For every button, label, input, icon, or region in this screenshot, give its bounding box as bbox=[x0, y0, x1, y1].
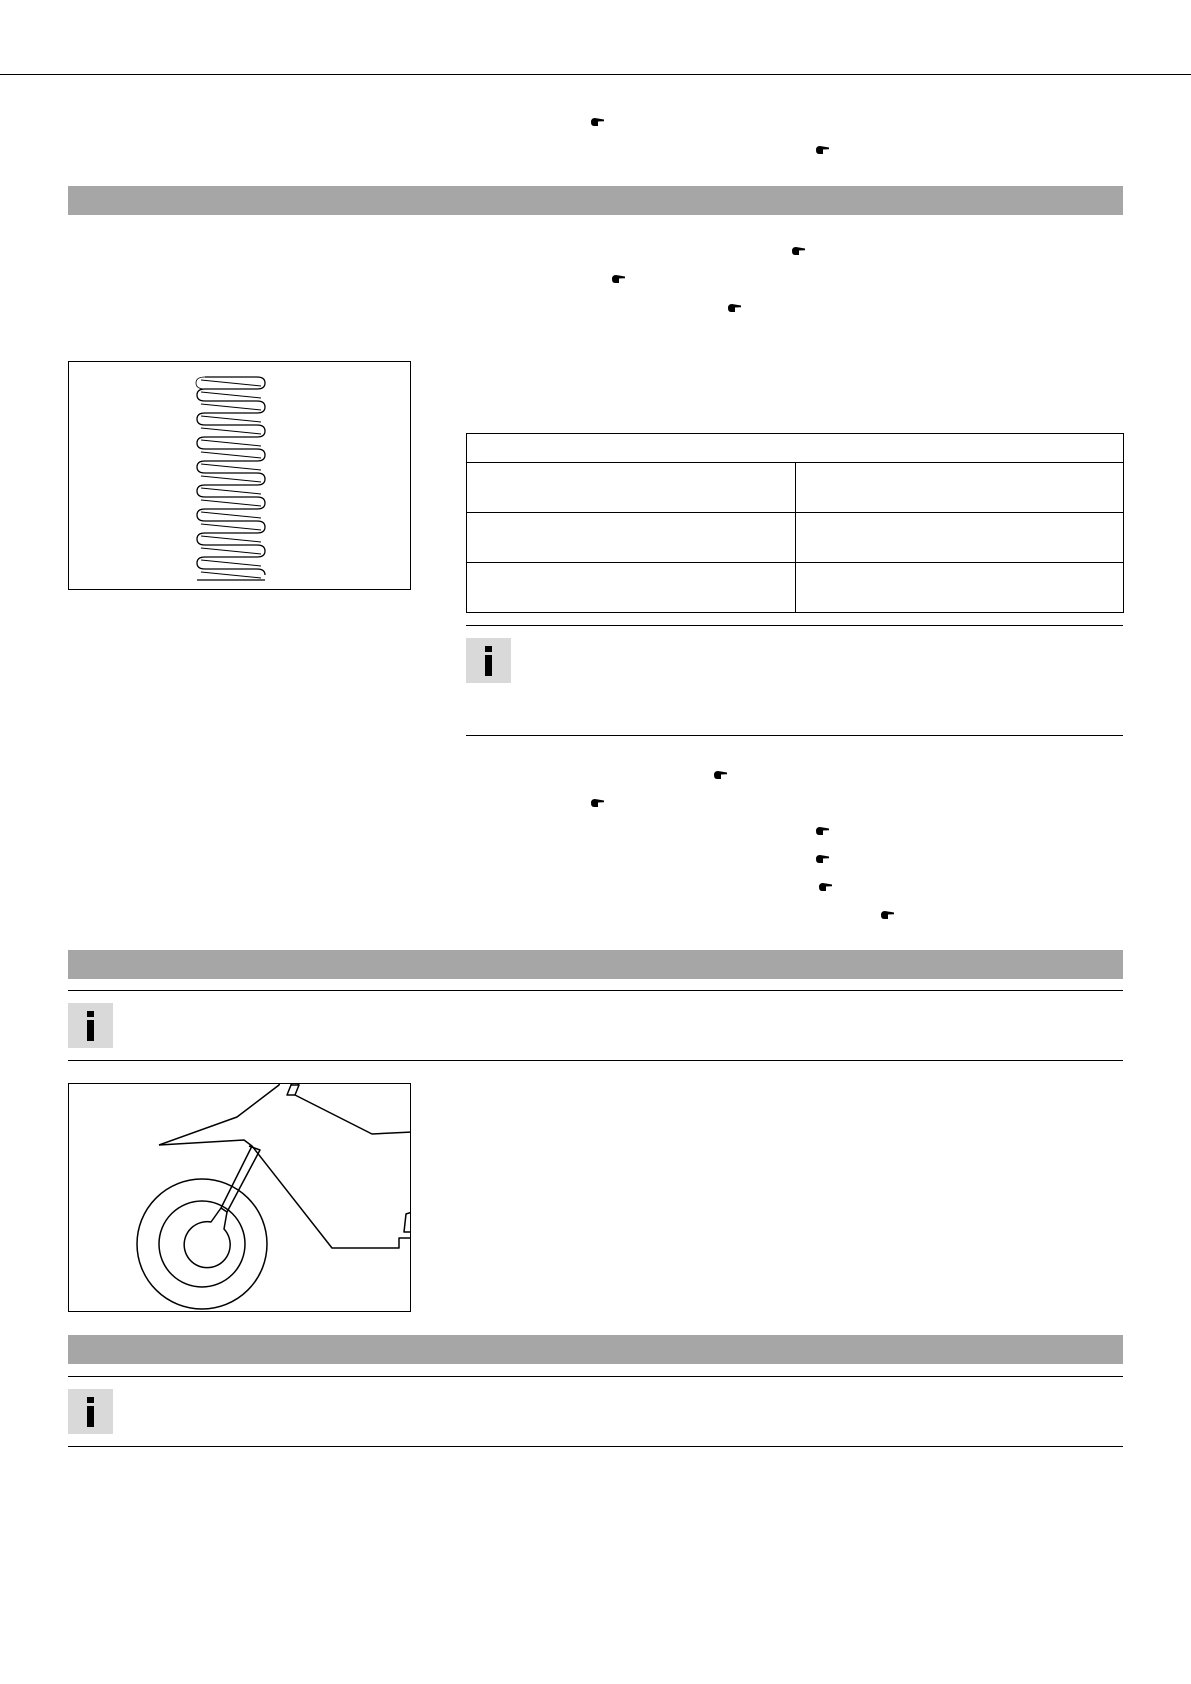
pointing-hand-icon bbox=[791, 246, 806, 256]
note-top-rule bbox=[466, 625, 1123, 626]
spec-table-cell bbox=[467, 513, 796, 563]
spec-table-cell bbox=[796, 563, 1124, 613]
note-bottom-rule bbox=[68, 1446, 1123, 1447]
note-top-rule bbox=[68, 990, 1123, 991]
motorcycle-figure bbox=[68, 1083, 411, 1312]
pointing-hand-icon bbox=[611, 274, 626, 284]
spec-table-cell bbox=[796, 513, 1124, 563]
pointing-hand-icon bbox=[880, 910, 895, 920]
info-icon bbox=[466, 638, 511, 683]
spec-table-cell bbox=[796, 463, 1124, 513]
info-icon bbox=[68, 1389, 113, 1434]
spec-table-cell bbox=[467, 463, 796, 513]
note-top-rule bbox=[68, 1376, 1123, 1377]
pointing-hand-icon bbox=[590, 798, 605, 808]
spec-table-cell bbox=[467, 563, 796, 613]
section-heading-bar bbox=[68, 1335, 1123, 1364]
pointing-hand-icon bbox=[818, 882, 833, 892]
section-heading-bar bbox=[68, 950, 1123, 979]
section-heading-bar bbox=[68, 186, 1123, 215]
pointing-hand-icon bbox=[590, 117, 605, 127]
pointing-hand-icon bbox=[815, 826, 830, 836]
spec-table bbox=[466, 433, 1124, 613]
pointing-hand-icon bbox=[713, 770, 728, 780]
pointing-hand-icon bbox=[815, 854, 830, 864]
note-bottom-rule bbox=[466, 735, 1123, 736]
spec-table-header bbox=[467, 434, 1124, 463]
pointing-hand-icon bbox=[727, 303, 742, 313]
page-top-rule bbox=[0, 74, 1191, 75]
note-bottom-rule bbox=[68, 1060, 1123, 1061]
pointing-hand-icon bbox=[815, 145, 830, 155]
motorcycle-icon bbox=[69, 1084, 411, 1312]
spring-icon bbox=[69, 362, 411, 590]
coil-spring-figure bbox=[68, 361, 411, 590]
info-icon bbox=[68, 1003, 113, 1048]
